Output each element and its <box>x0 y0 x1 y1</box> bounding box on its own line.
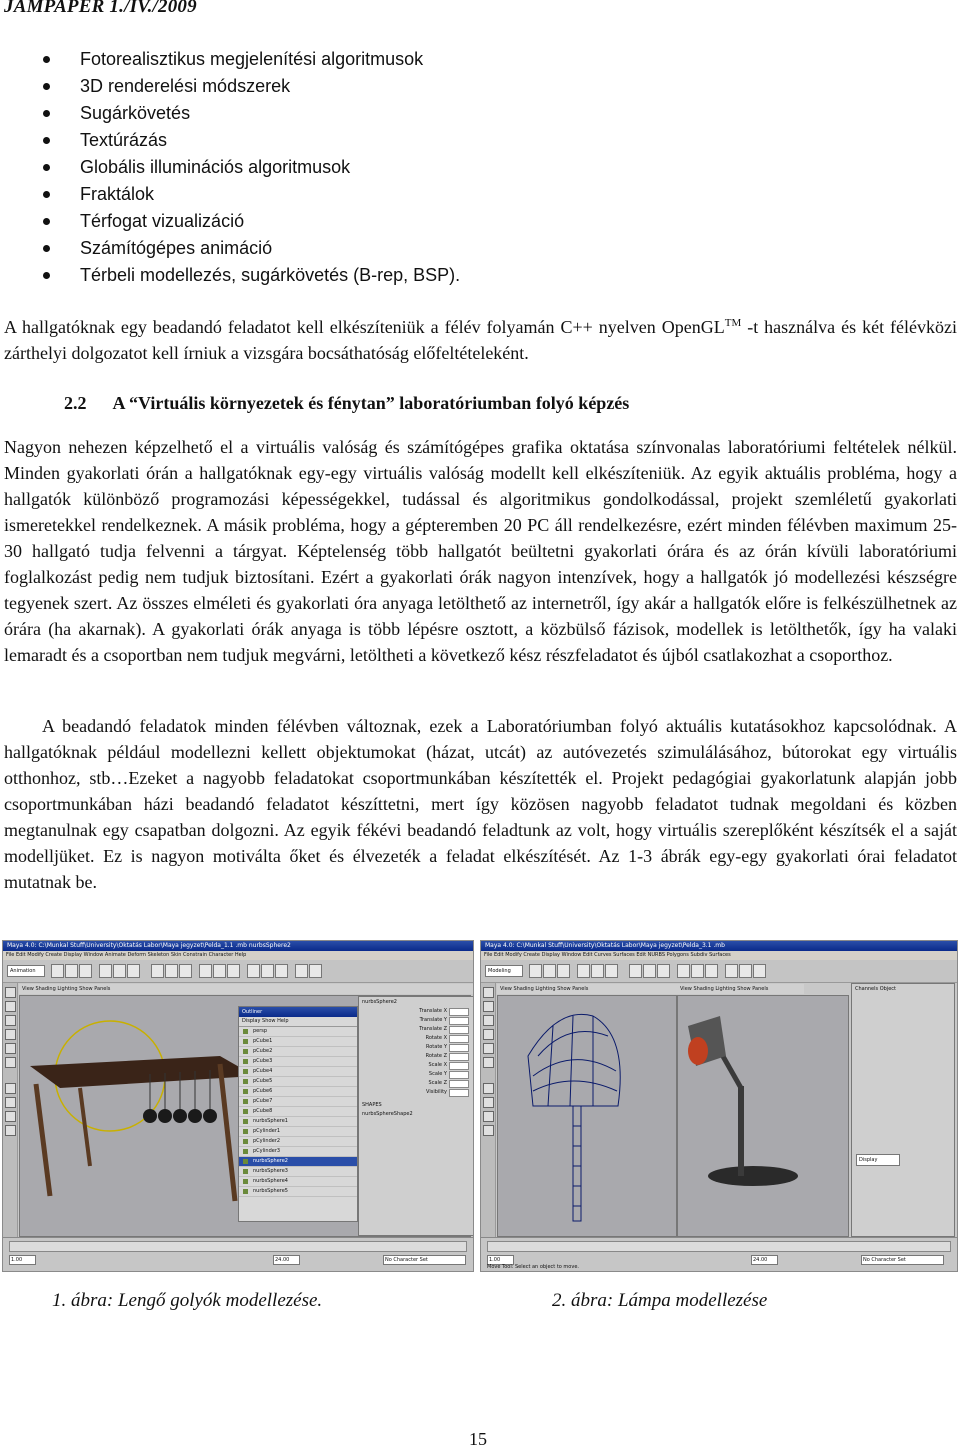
channel-row: Scale Z <box>359 1079 473 1088</box>
intro-text-continued: -t használva és két félévközi zárthelyi dolgozatot kell írniuk a vizsgára bocsáthatóság előfeltételeként. <box>4 317 958 363</box>
channel-row: Translate Z <box>359 1025 473 1034</box>
list-item: Térfogat vizualizáció <box>0 208 460 235</box>
fig2-wireframe-scene <box>498 996 676 1236</box>
list-item: Textúrázás <box>0 127 460 154</box>
list-item: nurbsSphere3 <box>239 1167 357 1177</box>
list-item: pCube2 <box>239 1047 357 1057</box>
channel-row: Scale X <box>359 1061 473 1070</box>
body-paragraph-2-text: A beadandó feladatok minden félévben változnak, ezek a Laboratóriumban folyó aktuális kutatásokhoz kapcsolódnak. A hallgatóknak például modellezni kellett objektumokat (házat, utcát) az autóvezetés szimulálásához, bútorokat egy virtuális otthonhoz, stb…Ezeket a nagyobb feladatokat csoportmunkában készítették el. Projekt pedagógiai gyakorlatunk alapján jobb csoportmunkában házi beadandó feladatot készíttetni, mert így közösen nagyobb feladatot tudnak megoldani és közben megtanulnak egy csapatban dolgozni. Az egyik fékévi beadandó feladtunk az volt, hogy virtuális szereplőként készítsék el a saját modelljüket. Ez is nagyon motiválta őket és élvezeték a feladat elkészítését. Az 1-3 ábrák egy-egy gyakorlati órai feladatot mutatnak be. <box>4 716 957 892</box>
fig2-titlebar: Maya 4.0: C:\Munkal Stuff\University\Oktatás Labor\Maya jegyzet\Pelda_3.1 .mb <box>481 941 957 951</box>
fig2-time-end: 24.00 <box>751 1255 778 1265</box>
list-item: persp <box>239 1027 357 1037</box>
fig1-shapes-label: SHAPES <box>362 1102 382 1108</box>
list-item: nurbsSphere4 <box>239 1177 357 1187</box>
journal-header: JAMPAPER 1./IV./2009 <box>4 0 197 17</box>
list-item: pCylinder3 <box>239 1147 357 1157</box>
body-paragraph-2 <box>4 713 957 895</box>
fig1-mode-select: Animation <box>7 965 45 977</box>
fig2-viewport-menu-right: View Shading Lighting Show Panels <box>677 984 804 994</box>
fig1-outliner <box>238 1006 358 1222</box>
fig2-mode-select: Modeling <box>485 965 523 977</box>
fig2-layer-display: Display <box>856 1154 900 1166</box>
fig2-toolbar <box>481 960 957 983</box>
fig1-outliner-title: Outliner <box>239 1007 357 1017</box>
figure-1-caption: 1. ábra: Lengő golyók modellezése. <box>52 1290 323 1311</box>
list-item: Fraktálok <box>0 181 460 208</box>
list-item: pCube7 <box>239 1097 357 1107</box>
list-item: pCube6 <box>239 1087 357 1097</box>
channel-row: Translate X <box>359 1007 473 1016</box>
list-item: pCube1 <box>239 1037 357 1047</box>
fig1-titlebar: Maya 4.0: C:\Munkal Stuff\University\Oktatás Labor\Maya jegyzet\Pelda_1.1 .mb nurbsSphere2 <box>3 941 473 951</box>
fig1-channel-box <box>358 996 474 1236</box>
topic-list <box>0 46 460 289</box>
list-item: pCylinder2 <box>239 1137 357 1147</box>
intro-text: A hallgatóknak egy beadandó feladatot kell elkészíteniük a félév folyamán C++ nyelven OpenGL <box>4 317 725 337</box>
fig1-channel-object: nurbsSphere2 <box>362 999 397 1005</box>
list-item-selected: nurbsSphere2 <box>239 1157 357 1167</box>
list-item: pCylinder1 <box>239 1127 357 1137</box>
fig2-time-start: 1.00 <box>487 1255 514 1265</box>
fig1-timeline <box>9 1241 467 1252</box>
list-item: nurbsSphere1 <box>239 1117 357 1127</box>
fig1-time-end: 24.00 <box>273 1255 300 1265</box>
fig2-character-set: No Character Set <box>861 1255 944 1265</box>
fig1-outliner-menu: Display Show Help <box>239 1017 357 1027</box>
body-paragraph-1: Nagyon nehezen képzelhető el a virtuális valóság és számítógépes grafika oktatása színvonalas laboratóriumi feltételek nélkül. Minden gyakorlati órán a hallgatóknak egy-egy virtuális valóság modellt kell elkészíteniük. Az egyik aktuális probléma, hogy a hallgatók különböző programozási képességekkel, tudással és algoritmikus gondolkodással, projekt szemléletű gyakorlati ismeretekkel rendelkeznek. A másik probléma, hogy a gépteremben 20 PC áll rendelkezésre, ezért minden félévben maximum 25-30 hallgató tudja felvenni a tárgyat. Képtelenség több hallgatót beültetni gyakorlati órára és az órán kívüli laboratóriumi foglalkozást pedig nem tudjuk biztosítani. Ezért a gyakorlati órák nagyon intenzívek, hogy a hallgatók jó modellezési készségre tegyenek szert. Az összes elméleti és gyakorlati óra anyaga letölthető az internetről, így akár a hallgatók előre is felkészülhetnek az órára (ha akarnak). A gyakorlati órák anyaga is több lépésre osztott, a közbülső fázisok, modellek is letölthetők, így ha valaki lemaradt és a csoportban nem tudjuk megvárni, letöltheti a következő kész részfeladatot és újból csatlakozhat a csoporthoz. <box>4 437 957 665</box>
figure-2-screenshot <box>480 940 958 1272</box>
fig1-toolbox <box>3 983 18 1237</box>
list-item: pCube5 <box>239 1077 357 1087</box>
page-number: 15 <box>469 1429 487 1449</box>
intro-paragraph <box>4 314 957 366</box>
list-item: pCube4 <box>239 1067 357 1077</box>
channel-row: Rotate Z <box>359 1052 473 1061</box>
list-item: nurbsSphere5 <box>239 1187 357 1197</box>
fig2-viewport-right <box>677 995 849 1237</box>
fig2-timeline <box>487 1241 951 1252</box>
section-number: 2.2 <box>64 393 87 413</box>
list-item: 3D renderelési módszerek <box>0 73 460 100</box>
list-item: Számítógépes animáció <box>0 235 460 262</box>
fig2-shaded-scene <box>678 996 848 1236</box>
list-item: pCube8 <box>239 1107 357 1117</box>
figure-1-screenshot <box>2 940 474 1272</box>
trademark-mark: TM <box>724 317 742 329</box>
list-item: Sugárkövetés <box>0 100 460 127</box>
fig1-character-set: No Character Set <box>383 1255 466 1265</box>
fig2-viewport-menu-left: View Shading Lighting Show Panels <box>497 984 680 994</box>
fig1-toolbar <box>3 960 473 983</box>
section-heading <box>64 393 629 414</box>
fig2-channel-box <box>851 983 955 1237</box>
fig1-time-slider <box>3 1237 473 1271</box>
fig2-channel-menu: Channels Object <box>855 986 897 992</box>
fig1-time-start: 1.00 <box>9 1255 36 1265</box>
figure-2-caption: 2. ábra: Lámpa modellezése <box>552 1290 768 1311</box>
channel-row: Rotate X <box>359 1034 473 1043</box>
fig2-toolbox <box>481 983 496 1237</box>
fig2-viewport-left <box>497 995 677 1237</box>
list-item: Térbeli modellezés, sugárkövetés (B-rep, BSP). <box>0 262 460 289</box>
fig1-menubar: File Edit Modify Create Display Window Animate Deform Skeleton Skin Constrain Character Help <box>3 951 473 960</box>
list-item: Fotorealisztikus megjelenítési algoritmusok <box>0 46 460 73</box>
section-title: A “Virtuális környezetek és fénytan” laboratóriumban folyó képzés <box>112 393 630 413</box>
fig1-viewport <box>19 995 471 1237</box>
channel-row: Rotate Y <box>359 1043 473 1052</box>
fig2-time-slider <box>481 1237 957 1271</box>
list-item: pCube3 <box>239 1057 357 1067</box>
fig2-menubar: File Edit Modify Create Display Window Edit Curves Surfaces Edit NURBS Polygons Subdiv Surfaces <box>481 951 957 960</box>
channel-row: Visibility <box>359 1088 473 1097</box>
channel-row: Translate Y <box>359 1016 473 1025</box>
fig1-shape-name: nurbsSphereShape2 <box>362 1111 413 1117</box>
list-item: Globális illuminációs algoritmusok <box>0 154 460 181</box>
fig2-help-line: Move Tool: Select an object to move. <box>487 1264 579 1270</box>
fig1-viewport-menu: View Shading Lighting Show Panels <box>19 984 474 994</box>
channel-row: Scale Y <box>359 1070 473 1079</box>
